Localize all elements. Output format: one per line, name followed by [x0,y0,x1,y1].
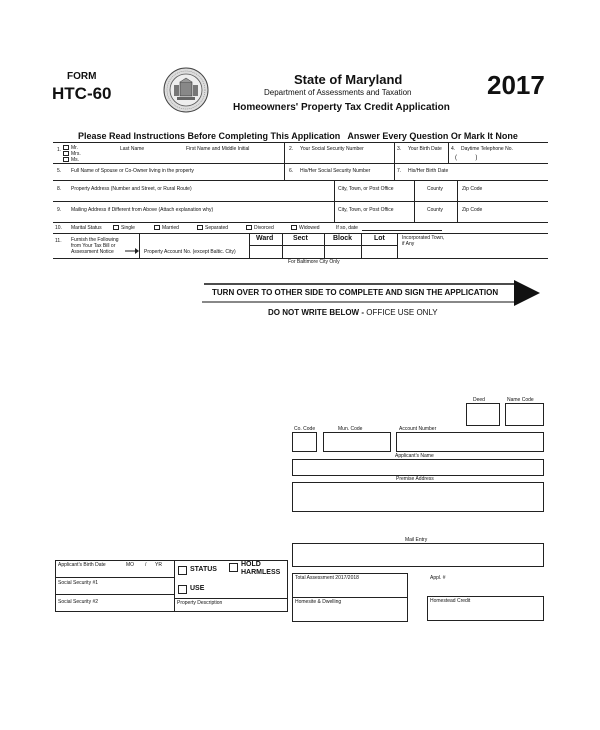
divorced-checkbox[interactable] [246,225,252,230]
row11-number: 11. [55,238,62,244]
ms-checkbox[interactable] [63,157,69,162]
if-so-date-label: If so, date [336,225,358,231]
name-code-field[interactable] [505,403,544,426]
row4-number: 4. [451,146,456,152]
account-number-field[interactable] [396,432,544,452]
mailing-zip-label: Zip Code [462,207,483,213]
incorporated-town-line-2: if Any [402,241,415,247]
birth-slash: / [145,562,147,568]
state-seal-icon [163,67,209,113]
spouse-name-label: Full Name of Spouse or Co-Owner living in the property [71,168,194,174]
mr-checkbox[interactable] [63,145,69,150]
mun-code-field[interactable] [323,432,391,452]
appl-number-label: Appl. # [430,575,446,581]
married-label: Married [162,225,179,231]
homestead-credit-label: Homestead Credit [430,598,471,604]
deed-label: Deed [473,397,485,403]
mrs-checkbox[interactable] [63,151,69,156]
total-assessment-label: Total Assessment 2017/2018 [295,575,359,581]
single-checkbox[interactable] [113,225,119,230]
ssn-label: Your Social Security Number [300,146,364,152]
applicant-birth-date-label: Applicant's Birth Date [58,562,106,568]
lot-label: Lot [374,235,385,242]
state-title: State of Maryland [294,72,403,87]
mailing-address-label: Mailing Address if Different from Above (Attach explanation why) [71,207,214,213]
applicants-name-label: Applicant's Name [395,453,434,459]
office-use-only-text: OFFICE USE ONLY [366,308,438,317]
single-label: Single [121,225,135,231]
premise-address-label: Premise Address [396,476,434,482]
birth-mo-label: MO [126,562,135,568]
daytime-phone-label: Daytime Telephone No. [461,146,513,152]
birth-yr-label: YR [155,562,162,568]
turn-over-text: TURN OVER TO OTHER SIDE TO COMPLETE AND SIGN THE APPLICATION [212,288,499,297]
married-checkbox[interactable] [154,225,160,230]
hold-label: HOLD [241,561,261,568]
applicants-name-field[interactable] [292,459,544,476]
do-not-write-text: DO NOT WRITE BELOW - [268,308,367,317]
sect-label: Sect [293,235,308,242]
mail-entry-field[interactable] [292,543,544,567]
form-year: 2017 [487,70,545,100]
status-checkbox[interactable] [178,566,187,575]
property-zip-label: Zip Code [462,186,483,192]
mrs-label: Mrs. [71,151,81,157]
row9-number: 9. [57,207,62,213]
form-label: FORM [67,71,97,82]
row8-number: 8. [57,186,62,192]
use-label: USE [190,585,205,592]
separated-label: Separated [205,225,229,231]
row5-number: 5. [57,168,62,174]
birth-date-label: Your Birth Date [408,146,442,152]
harmless-label: HARMLESS [241,569,281,576]
row2-number: 2. [289,146,294,152]
row6-number: 6. [289,168,294,174]
separated-checkbox[interactable] [197,225,203,230]
mun-code-label: Mun. Code [338,426,363,432]
widowed-label: Widowed [299,225,320,231]
property-account-label: Property Account No. (except Baltic. City) [144,249,236,255]
property-address-label: Property Address (Number and Street, or Rural Route) [71,186,192,192]
property-county-label: County [427,186,443,192]
mr-label: Mr. [71,145,78,151]
furnish-line-3: Assessment Notice [71,249,114,255]
deed-field[interactable] [466,403,500,426]
co-code-field[interactable] [292,432,317,452]
block-label: Block [333,235,353,242]
spouse-ssn-label: His/Her Social Security Number [300,168,371,174]
baltimore-city-only-label: For Baltimore City Only [288,259,340,265]
property-city-label: City, Town, or Post Office [338,186,394,192]
form-title: Homeowners' Property Tax Credit Application [233,102,450,113]
ssn1-label: Social Security #1 [58,580,99,586]
ward-label: Ward [256,235,274,242]
mailing-city-label: City, Town, or Post Office [338,207,394,213]
divorced-label: Divorced [254,225,274,231]
use-checkbox[interactable] [178,585,187,594]
account-number-label: Account Number [399,426,437,432]
furnish-line-1: Furnish the Following [71,237,119,243]
spouse-birth-label: His/Her Birth Date [408,168,449,174]
form-number: HTC-60 [52,84,112,103]
do-not-write-label [268,308,438,317]
marital-status-label: Marital Status [71,225,102,231]
incorporated-town-line-1: Incorporated Town, [402,235,445,241]
co-code-label: Co. Code [294,426,316,432]
row3-number: 3. [397,146,402,152]
status-label: STATUS [190,566,217,573]
mailing-county-label: County [427,207,443,213]
row1-number: 1. [57,147,62,153]
phone-area-code: ( ) [455,155,478,161]
premise-address-field[interactable] [292,482,544,512]
mail-entry-label: Mail Entry [405,537,428,543]
row10-number: 10. [55,225,62,231]
widowed-checkbox[interactable] [291,225,297,230]
row7-number: 7. [397,168,402,174]
furnish-arrow-icon [125,241,139,259]
furnish-line-2: from Your Tax Bill or [71,243,116,249]
instructions-line: Please Read Instructions Before Completing This Application Answer Every Question Or Mark It None [78,131,518,141]
property-description-label: Property Description [177,600,223,606]
name-code-label: Name Code [507,397,534,403]
first-middle-label: First Name and Middle Initial [186,146,250,152]
department-name: Department of Assessments and Taxation [264,88,412,97]
ssn2-label: Social Security #2 [58,599,99,605]
homesite-dwelling-label: Homesite & Dwelling [295,599,342,605]
hold-harmless-checkbox[interactable] [229,563,238,572]
last-name-label: Last Name [120,146,145,152]
ms-label: Ms. [71,157,80,163]
